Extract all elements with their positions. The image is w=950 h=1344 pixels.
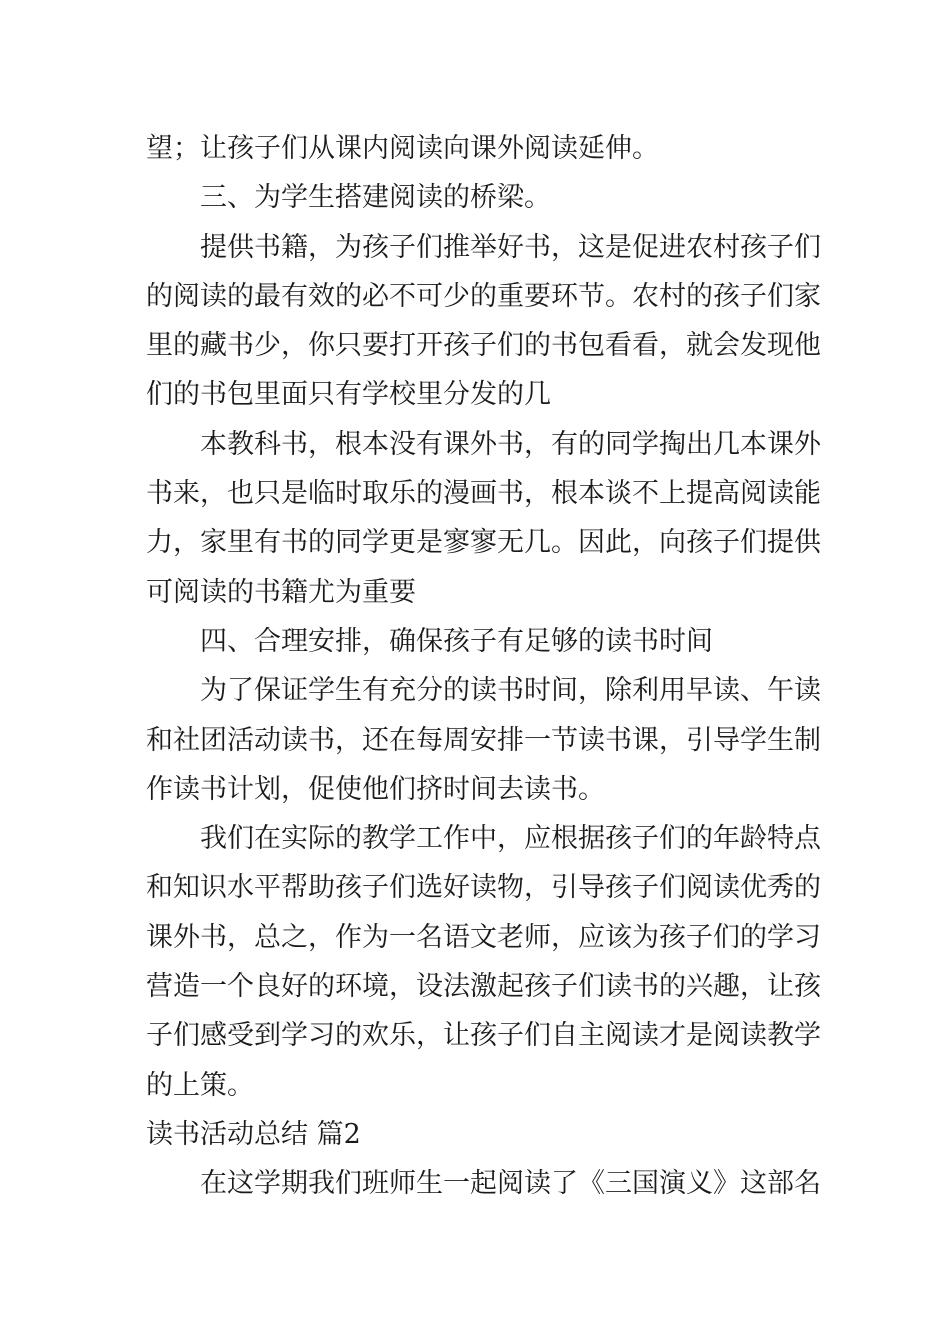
text-line: 课外书，总之，作为一名语文老师，应该为孩子们的学习 <box>146 921 821 953</box>
text-line: 为了保证学生有充分的读书时间，除利用早读、午读 <box>200 675 821 707</box>
section-heading-three: 三、为学生搭建阅读的桥梁。 <box>200 182 551 214</box>
document-body <box>146 124 821 1209</box>
text-line: 提供书籍，为孩子们推举好书，这是促进农村孩子们 <box>200 231 821 263</box>
text-line: 力，家里有书的同学更是寥寥无几。因此，向孩子们提供 <box>146 527 821 559</box>
text-line: 作读书计划，促使他们挤时间去读书。 <box>146 773 605 805</box>
text-line: 在这学期我们班师生一起阅读了《三国演义》这部名 <box>200 1168 821 1200</box>
text-line: 书来，也只是临时取乐的漫画书，根本谈不上提高阅读能 <box>146 478 821 510</box>
article-title: 读书活动总结 篇2 <box>146 1118 361 1150</box>
text-line: 我们在实际的教学工作中，应根据孩子们的年龄特点 <box>200 823 821 855</box>
text-line: 可阅读的书籍尤为重要 <box>146 576 416 608</box>
text-line: 们的书包里面只有学校里分发的几 <box>146 379 551 411</box>
text-line: 里的藏书少，你只要打开孩子们的书包看看，就会发现他 <box>146 330 821 362</box>
text-line: 的阅读的最有效的必不可少的重要环节。农村的孩子们家 <box>146 280 821 312</box>
text-line: 和社团活动读书，还在每周安排一节读书课，引导学生制 <box>146 724 821 756</box>
text-line: 营造一个良好的环境，设法激起孩子们读书的兴趣，让孩 <box>146 971 821 1003</box>
section-heading-four: 四、合理安排，确保孩子有足够的读书时间 <box>200 625 713 657</box>
text-line: 和知识水平帮助孩子们选好读物，引导孩子们阅读优秀的 <box>146 872 821 904</box>
text-line: 子们感受到学习的欢乐，让孩子们自主阅读才是阅读教学 <box>146 1020 821 1052</box>
text-line: 的上策。 <box>146 1069 254 1101</box>
text-line: 本教科书，根本没有课外书，有的同学掏出几本课外 <box>200 428 821 460</box>
text-line: 望；让孩子们从课内阅读向课外阅读延伸。 <box>146 133 659 164</box>
